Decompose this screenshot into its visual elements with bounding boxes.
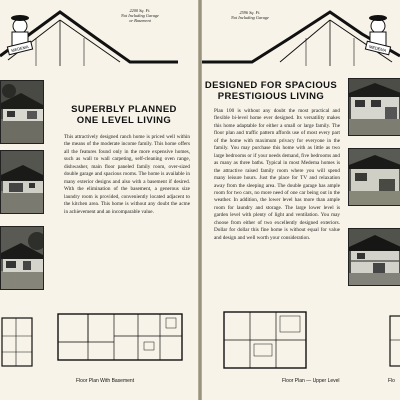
description-text: Plan 100 is without any doubt the most practical and flexible bi-level home ever designed. Its versatility makes this home adaptable for either a small or large family. The floor plan and traffic pattern affords use of most every part of the home with maximum privacy for everyone in the family. You may purchase this home with as little as two large bedrooms or if your needs demand, five bedrooms and as many as three baths. Typical in most Medema homes is the attractive raised family room where you will spend many leisure hours. Just the place for TV and relaxation away from the sleeping area. The double garage has ample room for two cars, no more need of one car being out in the weather. In addition, the lower level has more than ample room for laundry and storage. The large lower level is garden level with plenty of light and ventilation. You may choose from either of two excellently designed exteriors. Dollar for dollar this fine home is without equal for value and design and well worth your consideration. — [214, 108, 340, 241]
section-heading — [202, 80, 340, 102]
area-note-line: 2200 Sq. Ft. — [129, 8, 151, 13]
area-note-line: Not Including Garage — [121, 13, 159, 18]
floor-plan-drawing — [220, 306, 310, 376]
floor-plan-caption: Floor Plan With Basement — [76, 378, 135, 384]
area-note-line: 2596 Sq. Ft. — [239, 10, 261, 15]
floor-plan-drawing — [386, 312, 400, 372]
floor-plan-drawing — [52, 308, 192, 372]
svg-text:MEDEMA: MEDEMA — [368, 43, 387, 53]
heading-line: ONE LEVEL LIVING — [76, 115, 172, 126]
floor-plan-caption-partial: Flo — [388, 378, 395, 384]
svg-text:MEDEMA: MEDEMA — [10, 43, 30, 54]
right-page — [202, 0, 400, 400]
house-photo — [0, 80, 44, 144]
area-note — [210, 10, 290, 20]
heading-line: DESIGNED FOR SPACIOUS — [204, 80, 338, 91]
left-page — [0, 0, 198, 400]
house-photo — [348, 148, 400, 206]
heading-line: SUPERBLY PLANNED — [71, 104, 177, 115]
house-photo — [348, 228, 400, 286]
house-photo — [348, 78, 400, 136]
area-note-line: Not Including Garage — [231, 15, 269, 20]
house-photo — [0, 150, 44, 214]
description-text: This attractively designed ranch home is priced well within the means of the moderate income family. This home offers all the features found only in the more expensive homes, such as wall to wall carpeting, self-cleaning oven range, dishwasher, main floor paneled family room, over-sized double garage and spacious rooms. The home is available in many exterior designs and also with a basement if desired. With the elimination of the basement, a generous size laundry room is provided, conveniently located adjacent to the kitchen area. This home is without any doubt the acme in achievement and an incomparable value. — [64, 134, 190, 215]
section-heading — [54, 104, 194, 126]
floor-plan-caption: Floor Plan — Upper Level — [282, 378, 340, 384]
area-note — [100, 8, 180, 23]
house-photo — [0, 226, 44, 290]
floor-plan-drawing — [0, 314, 44, 374]
area-note-line: or Basement — [129, 18, 151, 23]
heading-line: PRESTIGIOUS LIVING — [217, 91, 325, 102]
